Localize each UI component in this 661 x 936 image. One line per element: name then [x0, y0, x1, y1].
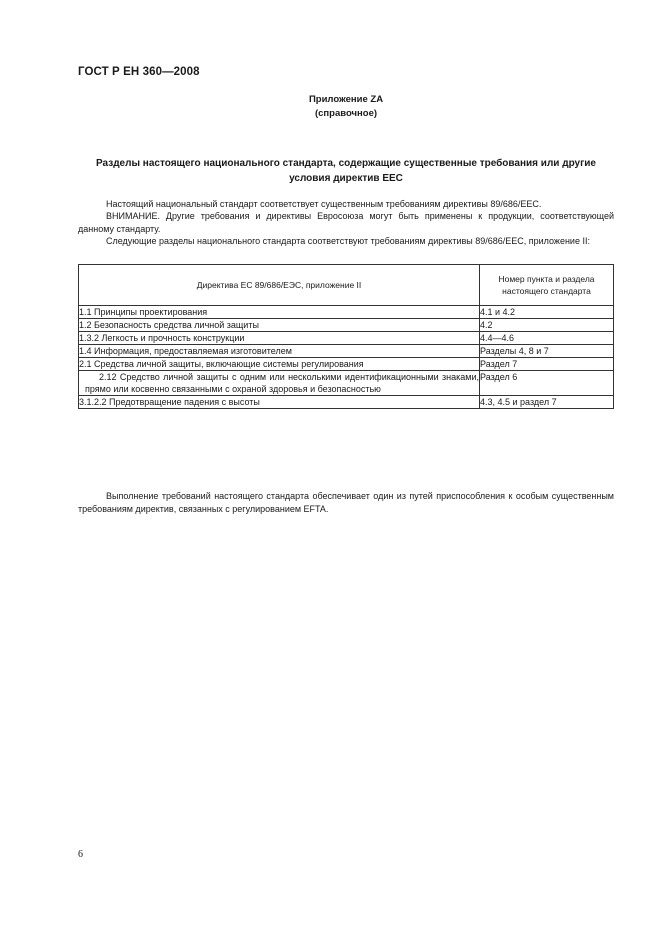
clause-cell: Разделы 4, 8 и 7: [480, 345, 614, 358]
directive-cell: 1.2 Безопасность средства личной защиты: [79, 319, 480, 332]
table-row: [79, 371, 614, 396]
table-row: [79, 319, 614, 332]
table-row: [79, 306, 614, 319]
table-header-row: [79, 265, 614, 306]
table-row: [79, 332, 614, 345]
paragraph-text: Настоящий национальный стандарт соответствует существенным требованиям директивы 89/686/ЕЕС.: [106, 199, 542, 209]
clause-cell: 4.4—4.6: [480, 332, 614, 345]
closing-paragraph: [78, 490, 614, 516]
directive-cell: 1.1 Принципы проектирования: [79, 306, 480, 319]
clause-cell: Раздел 7: [480, 358, 614, 371]
table-row: [79, 358, 614, 371]
directive-cell: [79, 371, 480, 396]
paragraph-text: ВНИМАНИЕ. Другие требования и директивы Евросоюза могут быть применены к продукции, соответствующей данному стандарту.: [78, 211, 614, 234]
directive-cell: 1.3.2 Легкость и прочность конструкции: [79, 332, 480, 345]
paragraph-compliance: [78, 198, 614, 211]
directive-cell: 2.1 Средства личной защиты, включающие системы регулирования: [79, 358, 480, 371]
closing-text: Выполнение требований настоящего стандарта обеспечивает один из путей приспособления к особым существенным требованиям директив, связанных с регулированием EFTA.: [78, 491, 614, 514]
directive-text: 2.12 Средство личной защиты с одним или несколькими идентификационными знаками, прямо или косвенно связанными с охраной здоровья и безопасностью: [85, 372, 479, 394]
table-row: [79, 396, 614, 409]
paragraph-text: Следующие разделы национального стандарта соответствуют требованиям директивы 89/686/ЕЕС, приложение II:: [106, 236, 590, 246]
header-clause: Номер пункта и раздела настоящего стандарта: [480, 265, 614, 306]
requirements-table: [78, 264, 614, 409]
paragraph-attention: [78, 210, 614, 235]
table-row: [79, 345, 614, 358]
page-number: 6: [78, 849, 83, 860]
standard-designation: ГОСТ Р ЕН 360—2008: [78, 66, 200, 78]
paragraph-table-intro: [78, 235, 614, 248]
clause-cell: 4.2: [480, 319, 614, 332]
annex-title: Приложение ZA: [308, 94, 384, 105]
section-title: Разделы настоящего национального стандарта, содержащие существенные требования или другие условия директив ЕЕС: [96, 158, 596, 184]
clause-cell: Раздел 6: [480, 371, 614, 396]
annex-subtitle: (справочное): [314, 108, 378, 119]
directive-cell: 3.1.2.2 Предотвращение падения с высоты: [79, 396, 480, 409]
header-directive: Директива ЕС 89/686/ЕЭС, приложение II: [79, 265, 480, 306]
clause-cell: 4.1 и 4.2: [480, 306, 614, 319]
directive-cell: 1.4 Информация, предоставляемая изготовителем: [79, 345, 480, 358]
clause-cell: 4.3, 4.5 и раздел 7: [480, 396, 614, 409]
